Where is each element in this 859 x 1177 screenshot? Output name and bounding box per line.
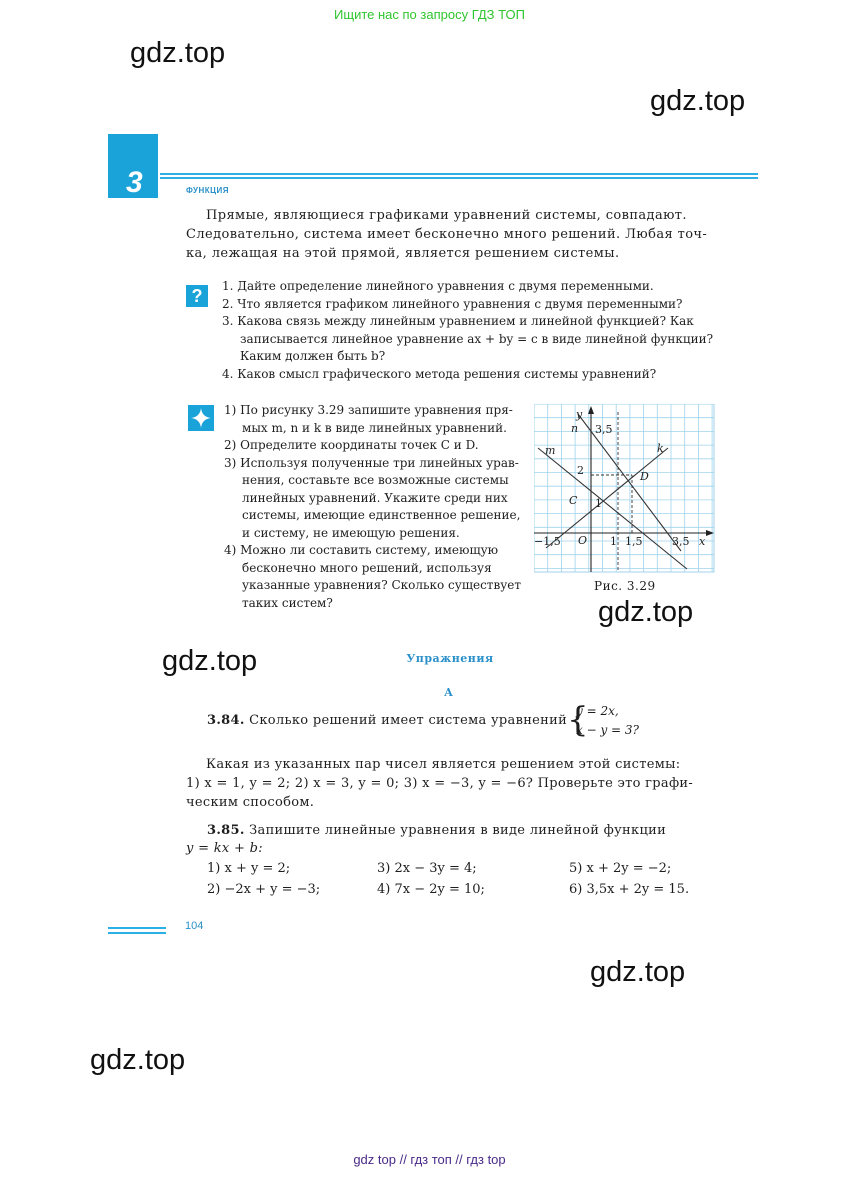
exercise-3-85 — [207, 821, 666, 840]
task-line: бесконечно много решений, используя — [242, 560, 492, 575]
task-line: линейных уравнений. Укажите среди них — [242, 490, 508, 505]
figure-caption: Рис. 3.29 — [594, 579, 656, 593]
page-number: 104 — [185, 920, 204, 932]
equation-item: 3) 2x − 3y = 4; — [377, 861, 477, 876]
task-line: 2) Определите координаты точек C и D. — [224, 438, 479, 452]
question-item: 4. Каков смысл графического метода решения системы уравнений? — [222, 366, 657, 381]
exercises-title: Упражнения — [406, 652, 494, 665]
intro-line: Прямые, являющиеся графиками уравнений системы, совпадают. — [206, 208, 687, 223]
watermark: gdz.top — [130, 37, 226, 69]
tasks-list — [224, 402, 526, 612]
chapter-rule — [160, 173, 758, 183]
exercise-3-84-followup — [186, 755, 731, 812]
intro-line: ка, лежащая на этой прямой, является решением системы. — [186, 246, 620, 261]
watermark: gdz.top — [650, 85, 746, 117]
task-line: таких систем? — [242, 595, 333, 610]
watermark: gdz.top — [162, 645, 258, 677]
exercise-number: 3.85. — [207, 823, 245, 838]
star-icon — [188, 405, 214, 431]
graph-label-k: k — [657, 442, 664, 455]
system-eq-2: x − y = 3? — [576, 723, 639, 737]
equation-item: 5) x + 2y = −2; — [569, 861, 672, 876]
graph-label-d: D — [640, 470, 649, 483]
chapter-number: 3 — [126, 166, 143, 199]
graph-tick-label: 3,5 — [595, 423, 613, 436]
equation-item: 2) −2x + y = −3; — [207, 882, 321, 897]
footer-rule — [108, 927, 166, 937]
question-item: 2. Что является графиком линейного уравнения с двумя переменными? — [222, 296, 683, 311]
figure-graph — [534, 404, 716, 576]
exercises-level: А — [444, 686, 453, 699]
system-brace: { — [567, 700, 589, 740]
exercise-3-84 — [207, 711, 567, 730]
graph-label-y: y — [576, 408, 583, 421]
exercise-line: Какая из указанных пар чисел является решением этой системы: — [206, 757, 681, 772]
watermark: gdz.top — [90, 1044, 186, 1076]
question-icon: ? — [186, 285, 208, 307]
watermark: gdz.top — [590, 956, 686, 988]
task-line: мых m, n и k в виде линейных уравнений. — [242, 420, 507, 435]
section-label: ФУНКЦИЯ — [186, 186, 230, 195]
graph-tick-label: −1,5 — [534, 535, 561, 548]
exercise-text: Сколько решений имеет система уравнений — [249, 713, 568, 728]
watermark: gdz.top — [598, 596, 694, 628]
exercise-text: Запишите линейные уравнения в виде линейной функции — [249, 823, 667, 838]
exercise-number: 3.84. — [207, 713, 245, 728]
graph-label-m: m — [545, 444, 556, 457]
intro-paragraph — [186, 206, 728, 263]
graph-label-x: x — [699, 535, 706, 548]
question-item: записывается линейное уравнение ax + by = c в виде линейной функции? — [240, 331, 714, 346]
bottom-banner[interactable]: gdz top // гдз топ // гдз top — [353, 1152, 506, 1167]
question-item: Каким должен быть b? — [240, 349, 386, 363]
system-eq-1: y = 2x, — [576, 704, 619, 718]
graph-label-origin: O — [578, 534, 588, 547]
task-line: нения, составьте все возможные системы — [242, 473, 509, 487]
question-item: 3. Какова связь между линейным уравнением и линейной функцией? Как — [222, 314, 694, 328]
task-line: указанные уравнения? Сколько существует — [242, 578, 521, 592]
graph-tick-label: 1 — [595, 497, 602, 510]
equation-item: 4) 7x − 2y = 10; — [377, 882, 485, 897]
questions-list — [222, 278, 713, 383]
task-line: 1) По рисунку 3.29 запишите уравнения пря- — [224, 403, 513, 417]
equation-item: 1) x + y = 2; — [207, 861, 291, 876]
intro-line: Следовательно, система имеет бесконечно много решений. Любая точ- — [186, 227, 708, 242]
graph-label-c: C — [569, 494, 578, 507]
graph-label-n: n — [571, 422, 579, 435]
task-line: и систему, не имеющую решения. — [242, 525, 460, 540]
graph-tick-label: 3,5 — [672, 535, 690, 548]
equation-item: 6) 3,5x + 2y = 15. — [569, 882, 690, 897]
top-banner[interactable]: Ищите нас по запросу ГДЗ ТОП — [334, 7, 525, 22]
exercise-line: ческим способом. — [186, 795, 315, 810]
task-line: системы, имеющие единственное решение, — [242, 508, 521, 522]
exercise-line: y = kx + b: — [186, 841, 263, 856]
task-line: 3) Используя полученные три линейных урав- — [224, 455, 519, 470]
exercise-line: 1) x = 1, y = 2; 2) x = 3, y = 0; 3) x = −3, y = −6? Проверьте это графи- — [186, 776, 694, 791]
question-item: 1. Дайте определение линейного уравнения с двумя переменными. — [222, 279, 654, 293]
task-line: 4) Можно ли составить систему, имеющую — [224, 543, 499, 557]
graph-tick-label: 1 — [610, 535, 617, 548]
graph-tick-label: 1,5 — [625, 535, 643, 548]
graph-tick-label: 2 — [577, 464, 584, 477]
